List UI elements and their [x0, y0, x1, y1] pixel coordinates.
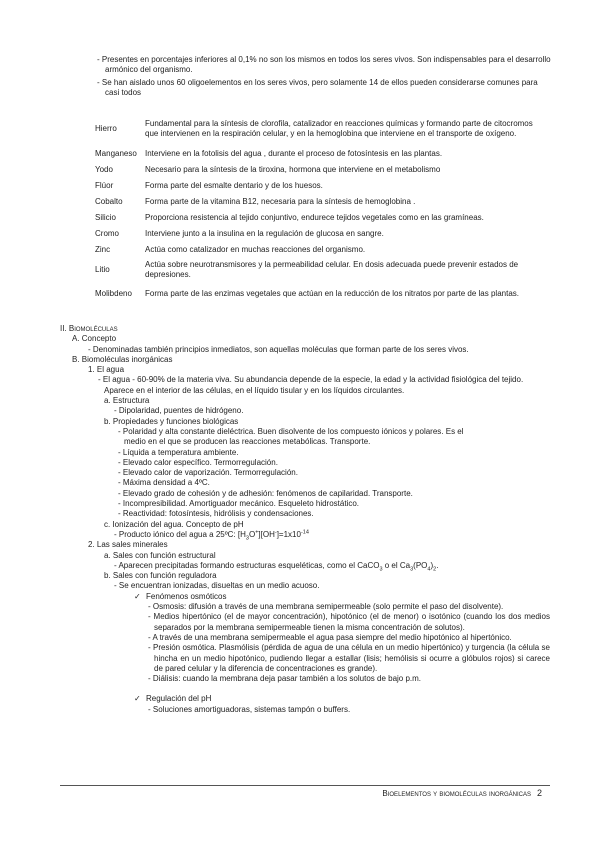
table-row	[95, 162, 548, 178]
subheading: a. Estructura	[104, 396, 150, 406]
subheading	[134, 694, 600, 704]
element-name: Hierro	[95, 123, 117, 133]
subheading: a. Sales con función estructural	[104, 550, 216, 560]
table-row	[95, 210, 548, 226]
element-desc: Proporciona resistencia al tejido conjuntivo, endurece tejidos vegetales como en las gramíneas.	[145, 212, 484, 222]
ph-title: Regulación del pH	[146, 694, 212, 704]
subheading: A. Concepto	[72, 334, 117, 344]
element-desc: Interviene junto a la insulina en la regulación de glucosa en sangre.	[145, 228, 384, 238]
table-row	[95, 146, 548, 162]
table-row	[95, 178, 548, 194]
ionic-product-value: ]=1x10	[276, 529, 301, 539]
intro-block	[97, 55, 552, 100]
list-item: - Medios hipertónico (el de mayor concentración), hipotónico (el de menor) o isotónico (cuando los dos medios separados por la membrana semipermeable tienen la misma concentración de solutos).	[148, 612, 550, 632]
list-item: - Máxima densidad a 4ºC.	[118, 478, 210, 488]
table-row	[95, 226, 548, 242]
element-name: Yodo	[95, 164, 113, 174]
table-row	[95, 258, 548, 282]
footer-divider	[60, 785, 550, 786]
intro-line: - Presentes en porcentajes inferiores al 0,1% no son los mismos en todos los seres vivos. Son indispensables para el desarrollo armónico del organismo.	[97, 55, 551, 75]
list-item: - Polaridad y alta constante dieléctrica. Buen disolvente de los compuesto iónicos y polares. Es el medio en el que se producen las reacciones metabólicas. Transporte.	[118, 426, 464, 447]
table-row	[95, 242, 548, 258]
element-desc: Actúa como catalizador en muchas reacciones del organismo.	[145, 244, 366, 254]
ionic-product-text: - Producto iónico del agua a 25ºC: [H	[114, 529, 246, 539]
element-desc: Fundamental para la síntesis de clorofila, catalizador en reacciones químicas y formando parte de citocromos que intervienen en la respiración celular, y en la hemoglobina que interviene en el transporte de oxígeno.	[145, 118, 533, 138]
footer-title: Bioelementos y biomoléculas inorgánicas	[382, 789, 531, 798]
text-line: - Denominadas también principios inmediatos, son aquellas moléculas que forman parte de los seres vivos.	[88, 344, 469, 354]
element-name: Zinc	[95, 244, 111, 254]
list-item: - Diálisis: cuando la membrana deja pasar también a los solutos de bajo p.m.	[148, 674, 422, 684]
list-item: - Presión osmótica. Plasmólisis (pérdida de agua de una célula en un medio hipertónico) y turgencia (la célula se hincha en un medio hipotónico, pudiendo llegar a estallar (lisis; hemólisis si ocurre a glóbulos rojos) si carece de pared celular y la diferencia de concentraciones es grande).	[148, 643, 550, 673]
check-icon: ✓	[134, 591, 141, 601]
element-name: Litio	[95, 264, 110, 274]
list-item: - Incompresibilidad. Amortiguador mecánico. Esqueleto hidrostático.	[118, 499, 360, 509]
subheading: 1. El agua	[88, 365, 125, 375]
list-item: - A través de una membrana semipermeable el agua pasa siempre del medio hipotónico al hipertónico.	[148, 632, 512, 642]
list-item: - Elevado calor específico. Termorregulación.	[118, 457, 278, 467]
list-item: - Osmosis: difusión a través de una membrana semipermeable (solo permite el paso del disolvente).	[148, 602, 504, 612]
element-name: Molibdeno	[95, 288, 132, 298]
section-heading: II. Biomoléculas	[60, 324, 118, 333]
subheading: b. Sales con función reguladora	[104, 571, 217, 581]
text-line: - Dipolaridad, puentes de hidrógeno.	[114, 406, 244, 416]
element-desc: Forma parte de las enzimas vegetales que actúan en la reducción de los nitratos por parte de las plantas.	[145, 288, 519, 298]
element-desc: Interviene en la fotolisis del agua , durante el proceso de fotosíntesis en las plantas.	[145, 148, 443, 158]
text-line: - Producto iónico del agua a 25ºC: $[H_3O^+][OH^-]=1x10^{-14}$	[114, 529, 309, 542]
subheading: b. Propiedades y funciones biológicas	[104, 416, 239, 426]
outline	[60, 324, 550, 715]
subheading	[134, 592, 600, 602]
list-item: - Soluciones amortiguadoras, sistemas tampón o buffers.	[148, 704, 351, 714]
element-name: Cobalto	[95, 196, 123, 206]
subheading: c. Ionización del agua. Concepto de pH	[104, 519, 244, 529]
text-line: - Se encuentran ionizadas, disueltas en un medio acuoso.	[114, 581, 320, 591]
check-icon: ✓	[134, 694, 141, 704]
element-desc: Forma parte del esmalte dentario y de los huesos.	[145, 180, 323, 190]
osmosis-title: Fenómenos osmóticos	[146, 591, 227, 601]
oligoelements-table	[95, 112, 548, 306]
intro-line: - Se han aislado unos 60 oligoelementos en los seres vivos, pero solamente 14 de ellos pueden considerarse comunes para casi todos	[97, 77, 538, 97]
table-row	[95, 282, 548, 306]
list-item: - Reactividad: fotosíntesis, hidrólisis y condensaciones.	[118, 509, 314, 519]
page-footer	[382, 788, 542, 799]
sales-text: - Aparecen precipitadas formando estructuras esqueléticas, como el CaCO	[114, 560, 380, 570]
list-item: - Líquida a temperatura ambiente.	[118, 447, 239, 457]
table-row	[95, 112, 548, 146]
element-name: Cromo	[95, 228, 120, 238]
element-name: Silicio	[95, 212, 116, 222]
text-line: - El agua - 60-90% de la materia viva. Su abundancia depende de la especie, la edad y la actividad fisiológica del tejido. Aparece en el interior de las células, en el líquido tisular y en los líquidos circulantes.	[98, 375, 524, 395]
element-desc: Necesario para la síntesis de la tiroxina, hormona que interviene en el metabolismo	[145, 164, 441, 174]
subheading: B. Biomoléculas inorgánicas	[72, 354, 173, 364]
page-number: 2	[536, 788, 542, 798]
table-row	[95, 194, 548, 210]
element-desc: Actúa sobre neurotransmisores y la permeabilidad celular. En dosis adecuada puede prevenir estados de depresiones.	[145, 259, 519, 279]
list-item: - Elevado grado de cohesión y de adhesión: fenómenos de capilaridad. Transporte.	[118, 488, 413, 498]
text-line: - Aparecen precipitadas formando estructuras esqueléticas, como el CaCO$_3$ o el $Ca_3(PO_4)_2$.	[114, 560, 439, 573]
element-desc: Forma parte de la vitamina B12, necesaria para la síntesis de hemoglobina .	[145, 196, 416, 206]
element-name: Manganeso	[95, 148, 137, 158]
list-item: - Elevado calor de vaporización. Termorregulación.	[118, 468, 298, 478]
sales-text-mid: o el Ca	[382, 560, 411, 570]
subheading: 2. Las sales minerales	[88, 540, 168, 550]
element-name: Flúor	[95, 180, 114, 190]
